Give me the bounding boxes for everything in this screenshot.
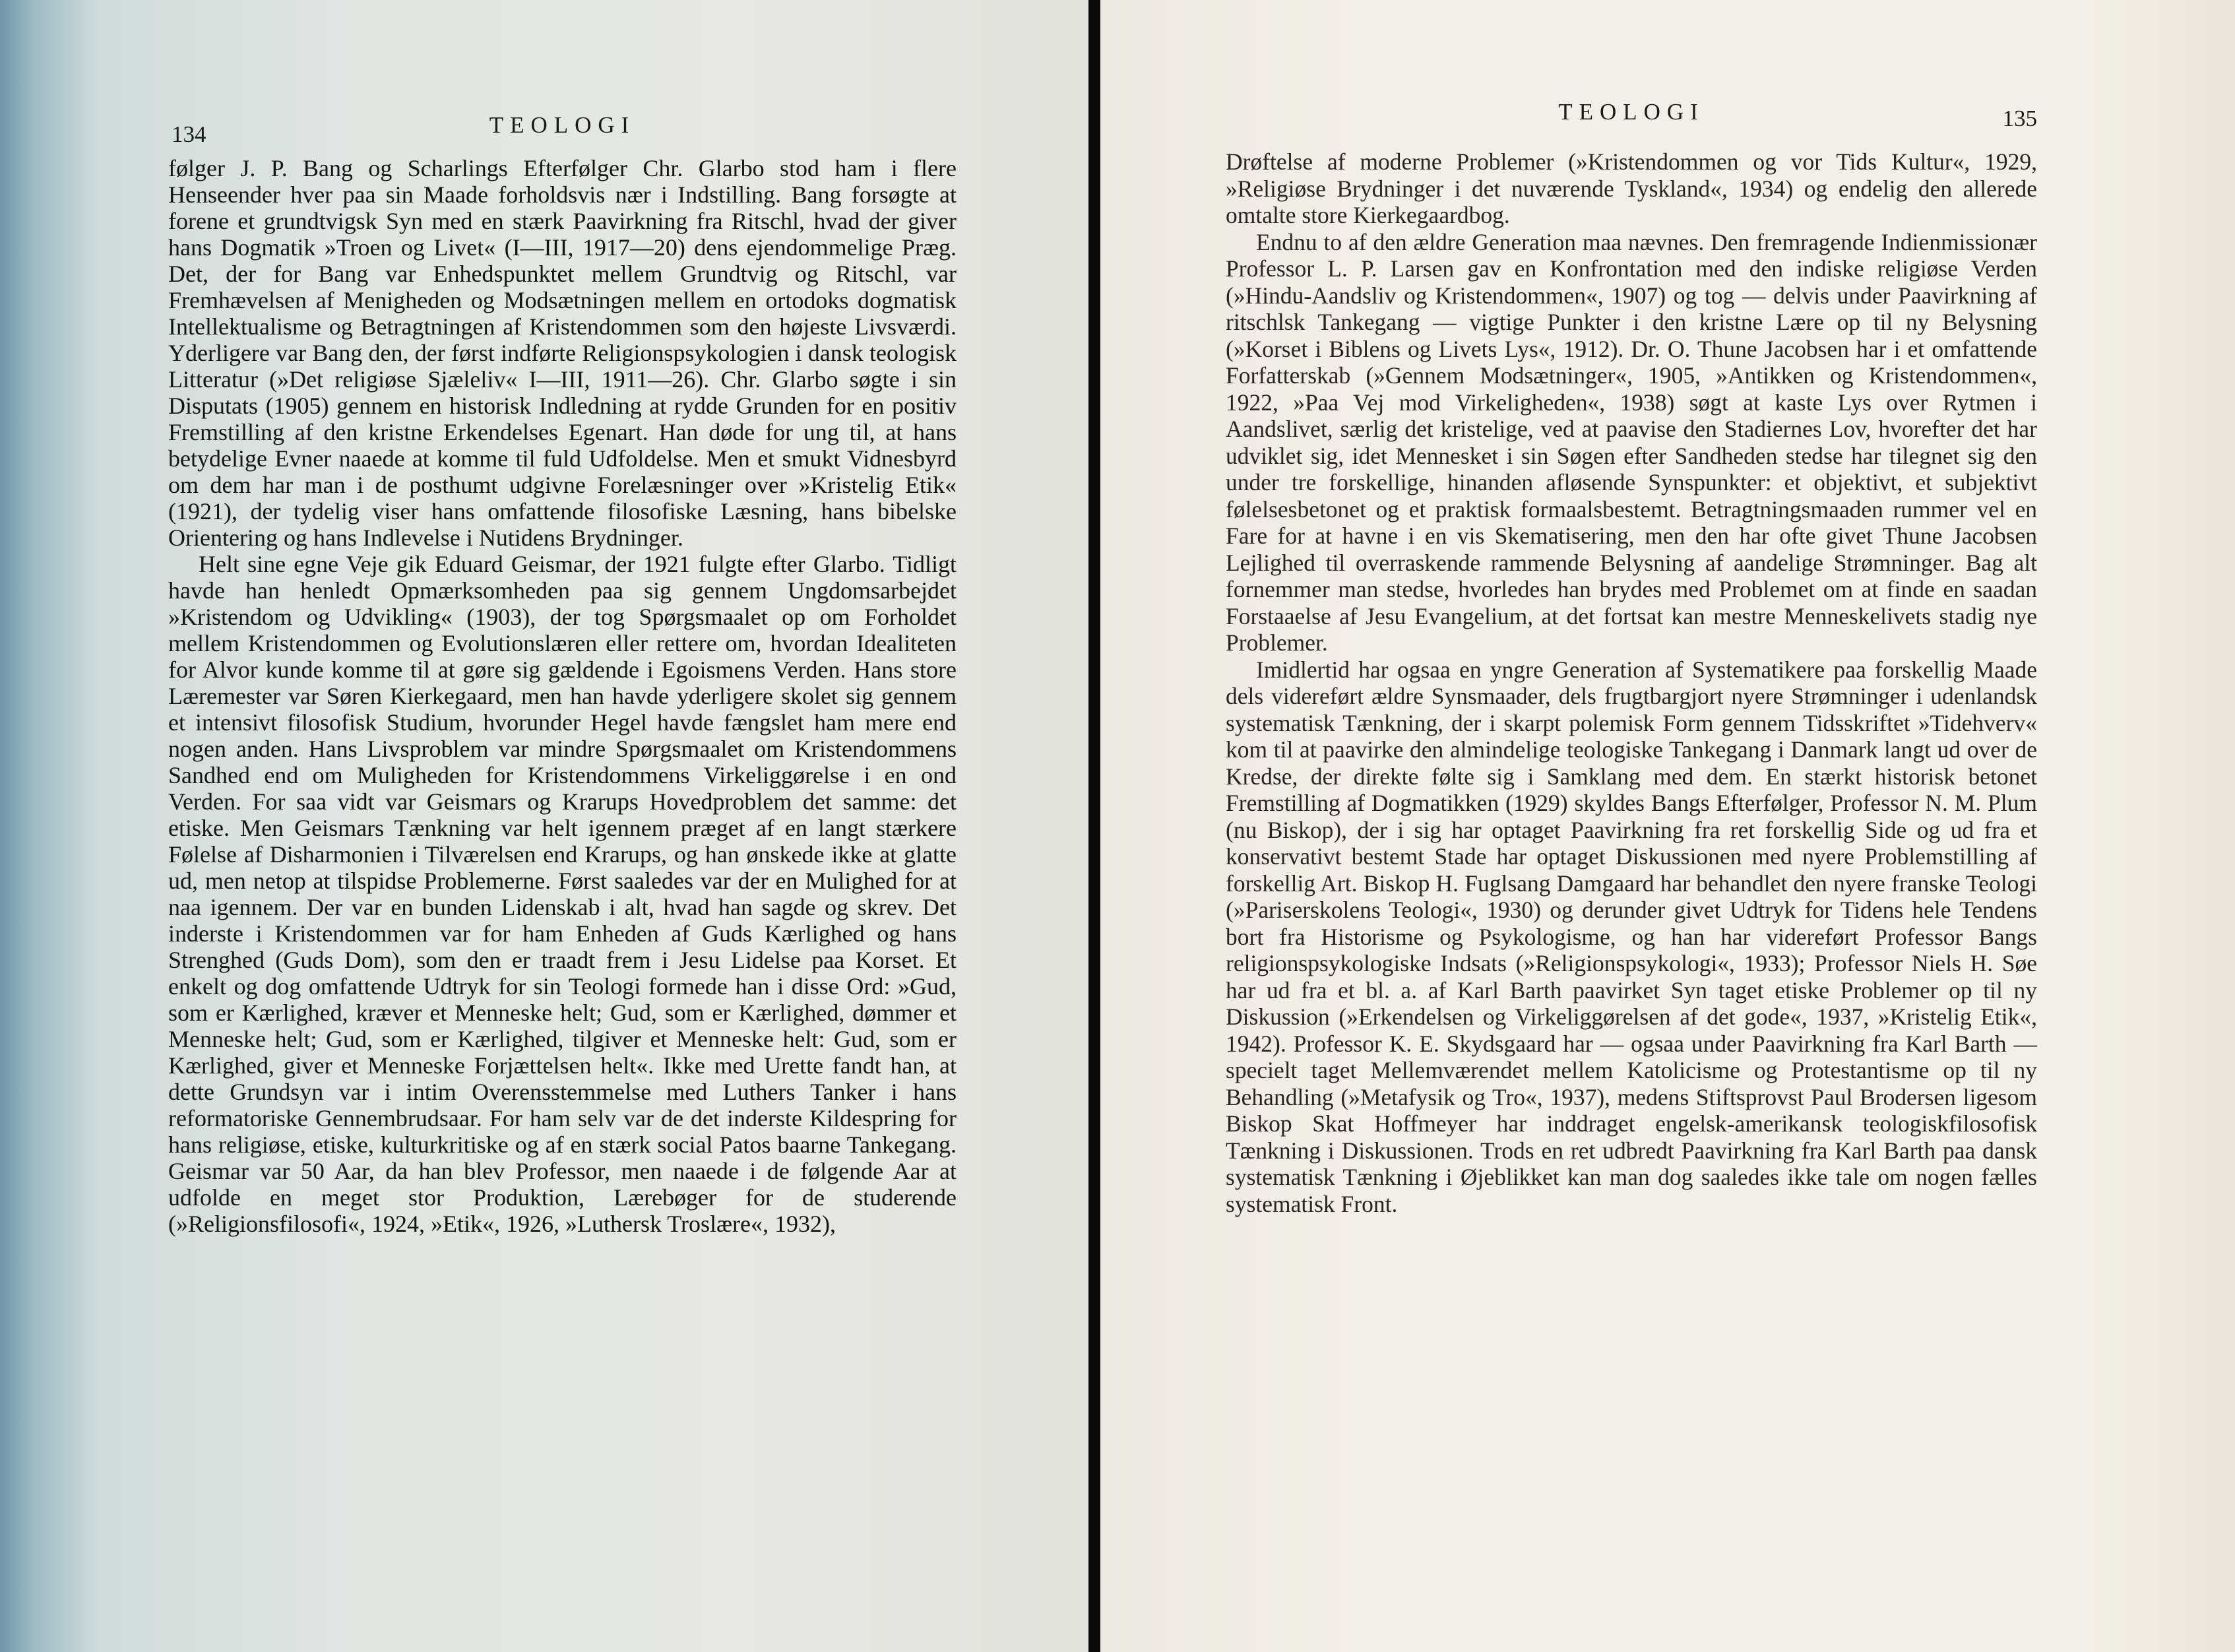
paragraph: Helt sine egne Veje gik Eduard Geismar, der 1921 fulgte efter Glarbo. Tidligt havde han henledt Opmærksomheden paa sig gennem Ungdomsarbejdet »Kristendom og Udvikling« (1903), der tog Spørgsmaalet op om Forholdet mellem Kristendommen og Evolutionslæren eller rettere om, hvordan Idealiteten for Alvor kunde komme til at gøre sig gældende i Egoismens Verden. Hans store Læremester var Søren Kierkegaard, men han havde yderligere skolet sig gennem et intensivt filosofisk Studium, hvorunder Hegel havde fængslet ham mere end nogen anden. Hans Livsproblem var mindre Spørgsmaalet om Kristendommens Sandhed end om Muligheden for Kristendommens Virkeliggørelse i en ond Verden. For saa vidt var Geismars og Krarups Hovedproblem det samme: det etiske. Men Geismars Tænkning var helt igennem præget af en langt stærkere Følelse af Disharmonien i Tilværelsen end Krarups, og han ønskede ikke at glatte ud, men netop at tilspidse Problemerne. Først saaledes var der en Mulighed for at naa igennem. Der var en bunden Lidenskab i alt, hvad han sagde og skrev. Det inderste i Kristendommen var for ham Enheden af Guds Kærlighed og hans Strenghed (Guds Dom), som den er traadt frem i Jesu Lidelse paa Korset. Et enkelt og dog omfattende Udtryk for sin Teologi formede han i disse Ord: »Gud, som er Kærlighed, kræver et Menneske helt; Gud, som er Kærlighed, dømmer et Menneske helt; Gud, som er Kærlighed, tilgiver et Menneske helt: Gud, som er Kærlighed, giver et Menneske Forjættelsen helt«. Ikke med Urette fandt han, at dette Grundsyn var i intim Overensstemmelse med Luthers Tanker i hans reformatoriske Gennembrudsaar. For ham selv var de det inderste Kildespring for hans religiøse, etiske, kulturkritiske og af en stærk social Patos baarne Tankegang. Geismar var 50 Aar, da han blev Professor, men naaede i de følgende Aar at udfolde en meget stor Produktion, Lærebøger for de studerende (»Religionsfilosofi«, 1924, »Etik«, 1926, »Luthersk Troslære«, 1932), bbox=[168, 551, 957, 1237]
left-page-body bbox=[168, 155, 957, 1237]
page-number: 134 bbox=[172, 121, 206, 147]
left-page-header bbox=[168, 106, 957, 155]
right-page bbox=[1100, 0, 2235, 1652]
paragraph: Endnu to af den ældre Generation maa nævnes. Den fremragende Indienmissionær Professor L. P. Larsen gav en Konfrontation med den indiske religiøse Verden (»Hindu-Aandsliv og Kristendommen«, 1907) og tog — delvis under Paavirkning af ritschlsk Tankegang — vigtige Punkter i den kristne Lære op til ny Belysning (»Korset i Biblens og Livets Lys«, 1912). Dr. O. Thune Jacobsen har i et omfattende Forfatterskab (»Gennem Modsætninger«, 1905, »Antikken og Kristendommen«, 1922, »Paa Vej mod Virkeligheden«, 1938) søgt at kaste Lys over Rytmen i Aandslivet, særlig det kristelige, ved at paavise den Stadiernes Lov, hvorefter det har udviklet sig, idet Mennesket i sin Søgen efter Sandheden stedse har tilegnet sig den under tre forskellige, hinanden afløsende Synspunkter: et objektivt, et subjektivt følelsesbetonet og et praktisk formaalsbestemt. Betragtningsmaaden rummer vel en Fare for at havne i en vis Skematisering, men den har ofte givet Thune Jacobsen Lejlighed til overraskende rammende Belysning af aandelige Strømninger. Bag alt fornemmer man stedse, hvorledes han brydes med Problemet om at finde en saadan Forstaaelse af Jesu Evangelium, at det fortsat kan mestre Menneskelivets stadig nye Problemer. bbox=[1226, 228, 2037, 656]
running-title: TEOLOGI bbox=[1558, 99, 1705, 125]
running-title: TEOLOGI bbox=[489, 112, 636, 138]
left-page bbox=[0, 0, 1088, 1652]
paragraph: Imidlertid har ogsaa en yngre Generation af Systematikere paa forskellig Maade dels videreført ældre Synsmaader, dels frugtbargjort nyere Strømninger i udenlandsk systematisk Tænkning, der i skarpt polemisk Form gennem Tidsskriftet »Tidehverv« kom til at paavirke den almindelige teologiske Tankegang i Danmark langt ud over de Kredse, der direkte følte sig i Samklang med dem. En stærkt historisk betonet Fremstilling af Dogmatikken (1929) skyldes Bangs Efterfølger, Professor N. M. Plum (nu Biskop), der i sig har optaget Paavirkning fra ret forskellig Side og ud fra et konservativt bestemt Stade har optaget Diskussionen med nyere Problemstilling af forskellig Art. Biskop H. Fuglsang Damgaard har behandlet den nyere franske Teologi (»Pariserskolens Teologi«, 1930) og derunder givet Udtryk for Tidens hele Tendens bort fra Historisme og Psykologisme, og han har videreført Professor Bangs religionspsykologiske Indsats (»Religionspsykologi«, 1933); Professor Niels H. Søe har ud fra et bl. a. af Karl Barth paavirket Syn taget etiske Problemer op til ny Diskussion (»Erkendelsen og Virkeliggørelsen af det gode«, 1937, »Kristelig Etik«, 1942). Professor K. E. Skydsgaard har — ogsaa under Paavirkning fra Karl Barth — specielt taget Mellemværendet mellem Katolicisme og Protestantisme op til ny Behandling (»Metafysik og Tro«, 1937), medens Stiftsprovst Paul Brodersen ligesom Biskop Skat Hoffmeyer har inddraget engelsk-amerikansk teologiskfilosofisk Tænkning i Diskussionen. Trods en ret udbredt Paavirkning fra Karl Barth paa dansk systematisk Tænkning i Øjeblikket kan man dog saaledes ikke tale om nogen fælles systematisk Front. bbox=[1226, 656, 2037, 1217]
right-page-body bbox=[1226, 148, 2037, 1217]
paragraph: følger J. P. Bang og Scharlings Efterfølger Chr. Glarbo stod ham i flere Henseender hver paa sin Maade forholdsvis nær i Indstilling. Bang forsøgte at forene et grundtvigsk Syn med en stærk Paavirkning fra Ritschl, hvad der giver hans Dogmatik »Troen og Livet« (I—III, 1917—20) dens ejendommelige Præg. Det, der for Bang var Enhedspunktet mellem Grundtvig og Ritschl, var Fremhævelsen af Menigheden og Modsætningen mellem en ortodoks dogmatisk Intellektualisme og Betragtningen af Kristendommen som den højeste Livsværdi. Yderligere var Bang den, der først indførte Religionspsykologien i dansk teologisk Litteratur (»Det religiøse Sjæleliv« I—III, 1911—26). Chr. Glarbo søgte i sin Disputats (1905) gennem en historisk Indledning at rydde Grunden for en positiv Fremstilling af den kristne Erkendelses Egenart. Han døde for ung til, at hans betydelige Evner naaede at komme til fuld Udfoldelse. Men et smukt Vidnesbyrd om dem har man i de posthumt udgivne Forelæsninger over »Kristelig Etik« (1921), der tydelig viser hans omfattende filosofiske Læsning, hans bibelske Orientering og hans Indlevelse i Nutidens Brydninger. bbox=[168, 155, 957, 551]
paragraph: Drøftelse af moderne Problemer (»Kristendommen og vor Tids Kultur«, 1929, »Religiøse Brydninger i det nuværende Tyskland«, 1934) og endelig den allerede omtalte store Kierkegaardbog. bbox=[1226, 148, 2037, 228]
page-number: 135 bbox=[2002, 106, 2037, 131]
right-page-header bbox=[1226, 99, 2037, 148]
